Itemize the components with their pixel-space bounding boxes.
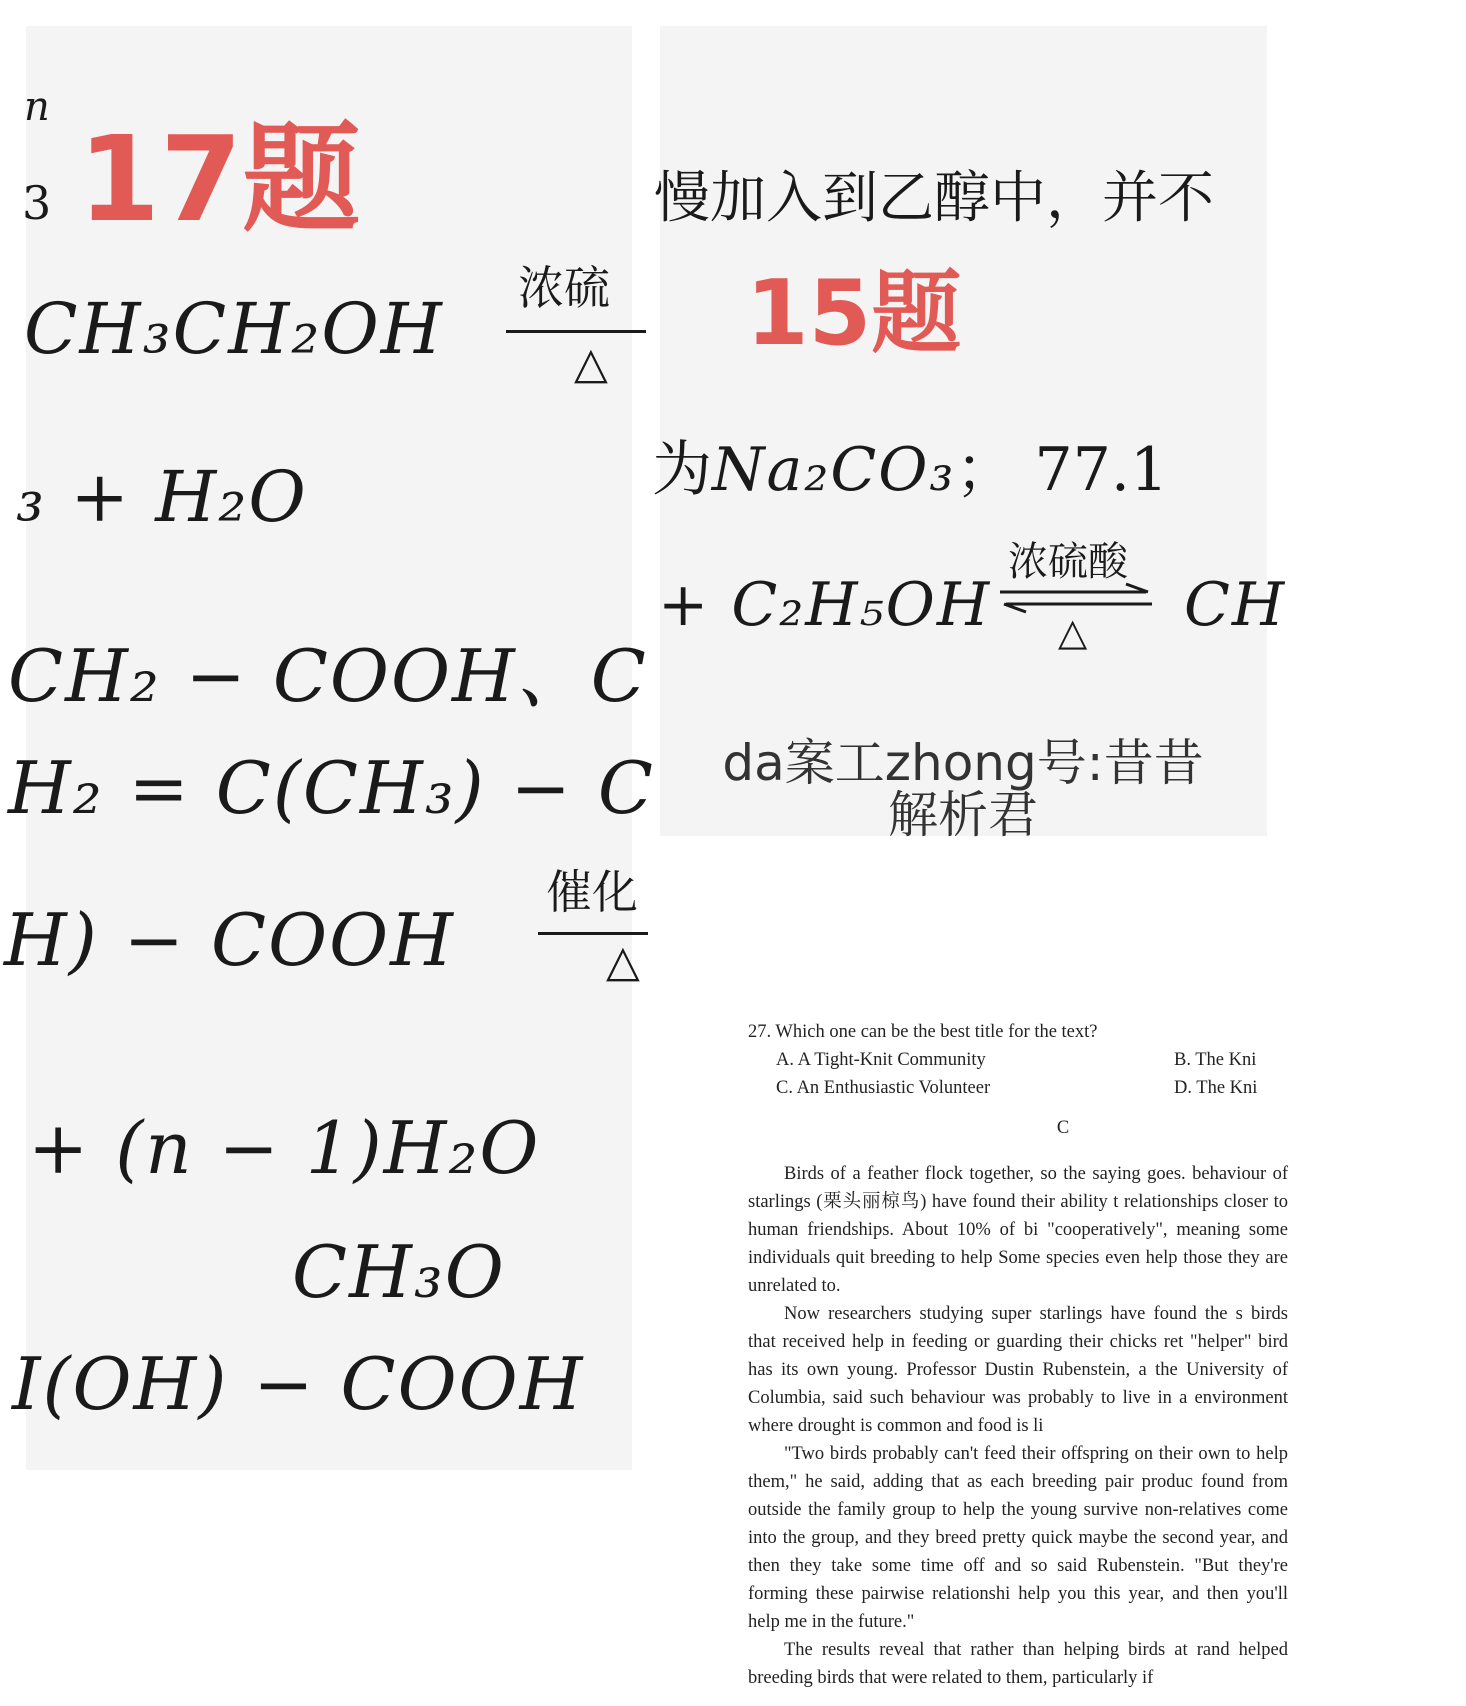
- problem-title-15: 15题: [746, 261, 962, 366]
- answer-formula: Na₂CO₃: [712, 435, 956, 505]
- option-c: C. An Enthusiastic Volunteer: [776, 1078, 991, 1098]
- equation-line-8: I(OH) − COOH: [12, 1342, 585, 1426]
- equation-left: + C₂H₅OH: [658, 570, 992, 640]
- answer-prefix: 为: [652, 435, 712, 505]
- equation-line-7: CH₃O: [292, 1230, 506, 1314]
- watermark-line-2: 解析君: [888, 786, 1038, 844]
- equation-line-1: CH₃CH₂OH: [24, 288, 444, 370]
- reagent-label-1: 浓硫: [518, 261, 610, 315]
- equation-line-4: H₂ = C(CH₃) − C: [8, 746, 655, 830]
- reagent-label-2: 催化: [546, 865, 638, 919]
- paragraph-2: Now researchers studying super starlings have found the s birds that received help in feeding or guarding their chicks ret "helper" bird has its own young. Professor Dustin Rubenstein, a the University of Columbia, said such behaviour was probably to live in a environment where drought is common and food is li: [748, 1304, 1288, 1436]
- stray-letter: n: [24, 84, 52, 130]
- section-heading: C: [1056, 1118, 1070, 1138]
- paragraph-1: Birds of a feather flock together, so the saying goes. behaviour of starlings (栗头丽椋鸟) have found their ability t relationships closer to human friendships. About 10% of bi "cooperatively", meaning some individuals quit breeding to help Some species even help those they are unrelated to.: [748, 1164, 1288, 1296]
- stray-digit: 3: [22, 176, 54, 230]
- exam-document: [660, 850, 1288, 1706]
- condition-heat-1: △: [574, 338, 608, 389]
- left-panel: [4, 26, 655, 1470]
- option-b: B. The Kni: [1174, 1050, 1257, 1070]
- reaction-arrow-1: [506, 330, 646, 333]
- passage-body: [748, 1160, 1288, 1692]
- watermark-line-1: da案工zhong号:昔昔: [722, 734, 1204, 792]
- equation-line-6: + (n − 1)H₂O: [28, 1106, 541, 1190]
- reaction-arrow-2: [538, 932, 648, 935]
- equation-line-2: ₃ + H₂O: [16, 456, 308, 538]
- answer-value: ； 77.1: [955, 435, 1169, 505]
- problem-title-17: 17题: [78, 110, 361, 248]
- text-line-1: 慢加入到乙醇中，并不: [654, 166, 1214, 231]
- right-top-panel: [652, 26, 1287, 844]
- question-27: 27. Which one can be the best title for the text?: [748, 1022, 1098, 1042]
- equation-condition: △: [1058, 610, 1088, 654]
- answer-line: [652, 422, 1168, 508]
- paragraph-4: The results reveal that rather than helping birds at rand helped breeding birds that were related to them, particularly if: [748, 1640, 1288, 1688]
- condition-heat-2: △: [606, 936, 640, 987]
- equation-right: CH: [1184, 570, 1287, 640]
- option-a: A. A Tight-Knit Community: [776, 1050, 986, 1070]
- equation-line-3: CH₂ − COOH、C: [8, 634, 648, 718]
- paragraph-3: "Two birds probably can't feed their offspring on their own to help them," he said, adding that as each breeding pair produc found from outside the family group to help the young survive non-relatives come into the group, and they breed pretty quick maybe the second year, and then they take some time off and so said Rubenstein. "But they're forming these pairwise relationshi help you this year, and then you'll help me in the future.": [748, 1444, 1288, 1632]
- option-d: D. The Kni: [1174, 1078, 1258, 1098]
- equation-line-5: H) − COOH: [4, 898, 455, 982]
- equation-reagent: 浓硫酸: [1008, 539, 1128, 585]
